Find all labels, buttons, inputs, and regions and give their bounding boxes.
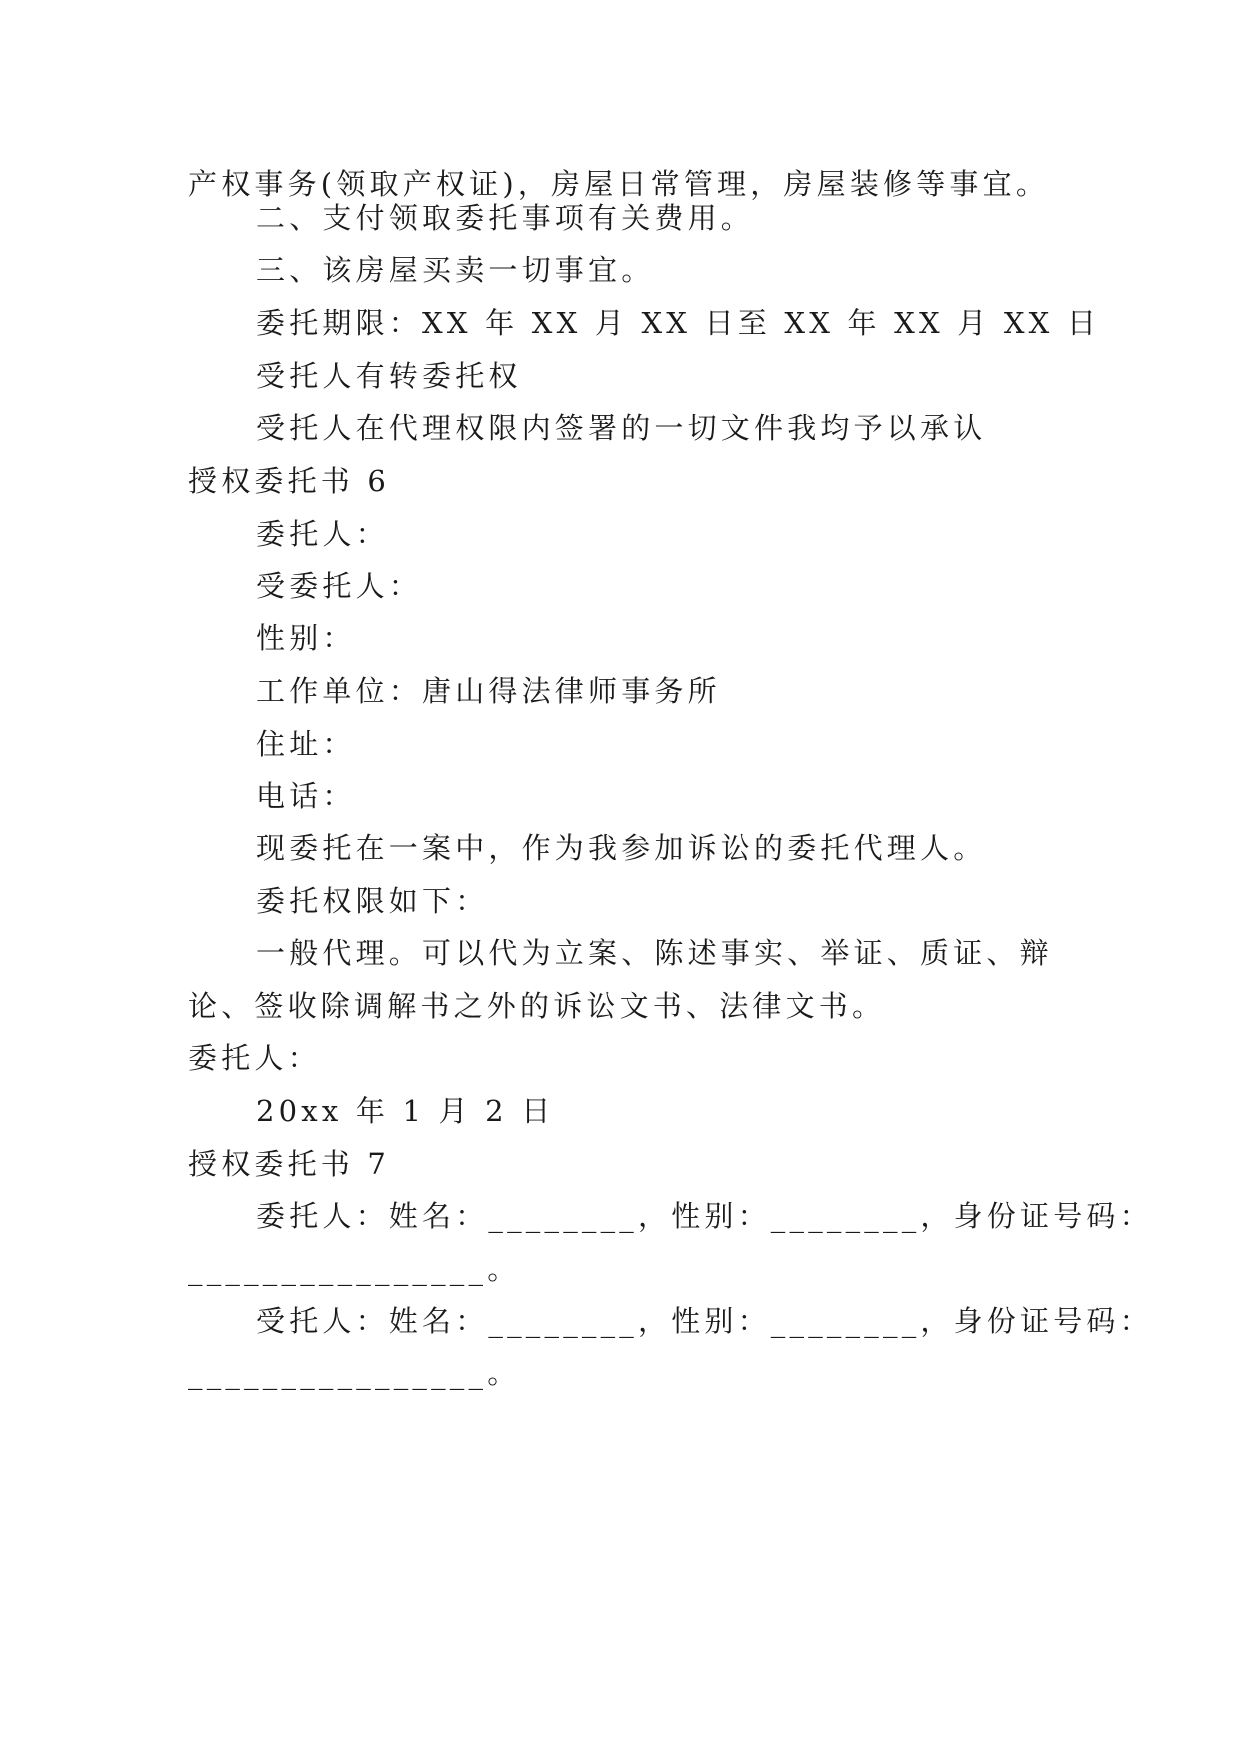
field-label: 受委托人： xyxy=(256,569,423,603)
field-label: 委托人： xyxy=(188,1041,321,1075)
form-line: 委托人：姓名：________，性别：________，身份证号码： xyxy=(256,1199,1153,1233)
field-label: 住址： xyxy=(256,727,356,761)
field-label: 委托人： xyxy=(256,517,389,551)
form-line: ________________。 xyxy=(188,1252,521,1286)
paragraph-line: 委托权限如下： xyxy=(256,884,489,918)
paragraph-line: 三、该房屋买卖一切事宜。 xyxy=(256,253,655,287)
section-heading: 授权委托书 7 xyxy=(188,1147,391,1181)
paragraph-line: 受托人有转委托权 xyxy=(256,359,522,393)
paragraph-line: 委托期限：XX 年 XX 月 XX 日至 XX 年 XX 月 XX 日 xyxy=(256,306,1101,340)
paragraph-line: 受托人在代理权限内签署的一切文件我均予以承认 xyxy=(256,411,987,445)
form-line: 受托人：姓名：________，性别：________，身份证号码： xyxy=(256,1304,1153,1338)
paragraph-line: 论、签收除调解书之外的诉讼文书、法律文书。 xyxy=(188,989,886,1023)
field-label: 工作单位：唐山得法律师事务所 xyxy=(256,674,721,708)
paragraph-line: 产权事务(领取产权证)，房屋日常管理，房屋装修等事宜。 xyxy=(188,167,1050,201)
form-line: ________________。 xyxy=(188,1356,521,1390)
paragraph-line: 二、支付领取委托事项有关费用。 xyxy=(256,201,755,235)
field-label: 性别： xyxy=(256,621,356,655)
paragraph-line: 现委托在一案中，作为我参加诉讼的委托代理人。 xyxy=(256,831,987,865)
section-heading: 授权委托书 6 xyxy=(188,464,391,498)
field-label: 电话： xyxy=(256,779,356,813)
paragraph-line: 一般代理。可以代为立案、陈述事实、举证、质证、辩 xyxy=(256,936,1053,970)
date-line: 20xx 年 1 月 2 日 xyxy=(256,1094,555,1128)
